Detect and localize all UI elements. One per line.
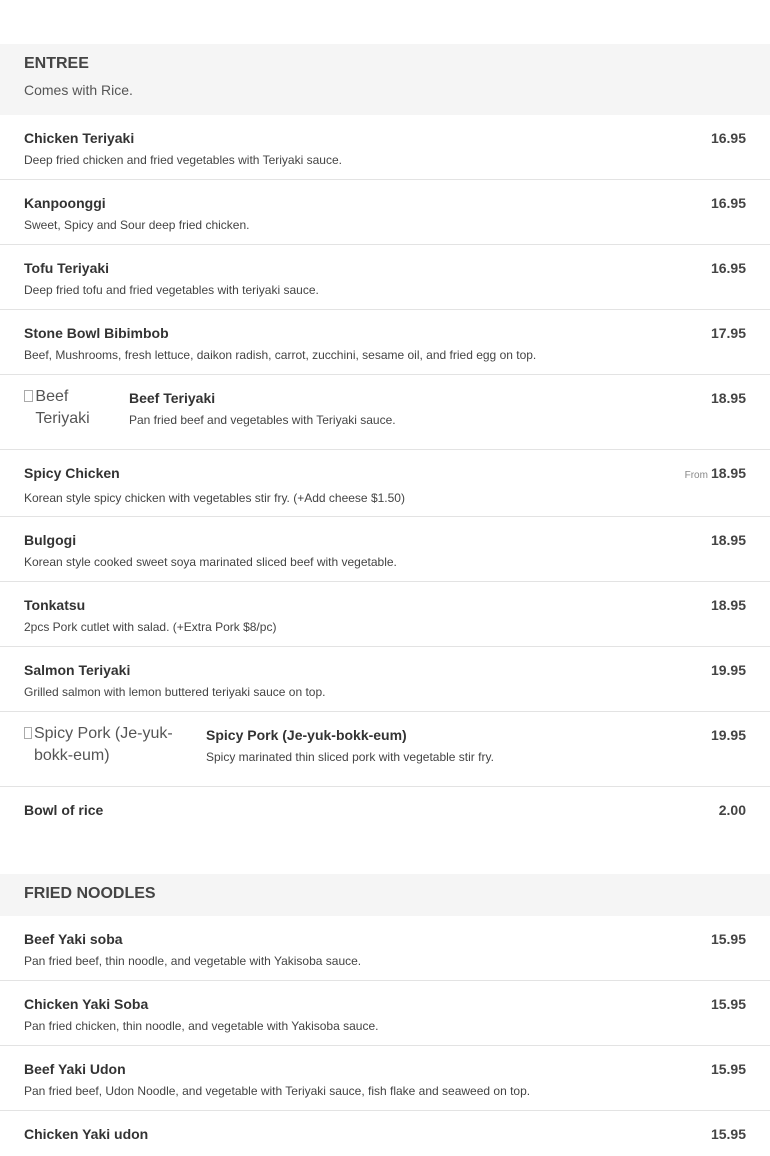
item-price: 15.95 <box>710 1126 746 1142</box>
item-price: 17.95 <box>710 325 746 341</box>
image-alt-text: Spicy Pork (Je-yuk-bokk-eum) <box>33 725 173 764</box>
top-spacer <box>0 0 770 44</box>
item-description: Pan fried beef, thin noodle, and vegetable with Yakisoba sauce. <box>24 954 362 968</box>
menu-item[interactable] <box>0 375 770 450</box>
menu-item[interactable] <box>0 981 770 1046</box>
section-title: FRIED NOODLES <box>24 885 156 902</box>
item-description: Korean style spicy chicken with vegetables stir fry. (+Add cheese $1.50) <box>24 491 405 505</box>
item-price: 19.95 <box>710 662 746 678</box>
section-title: ENTREE <box>24 55 89 72</box>
item-description: Deep fried tofu and fried vegetables with teriyaki sauce. <box>24 283 319 297</box>
item-name: Chicken Yaki Soba <box>24 996 149 1012</box>
item-name: Chicken Teriyaki <box>24 130 135 146</box>
menu-item[interactable] <box>0 310 770 375</box>
price-prefix: From <box>684 470 708 481</box>
menu-item[interactable] <box>0 115 770 180</box>
menu-item[interactable] <box>0 450 770 517</box>
item-description: Pan fried chicken, thin noodle, and vegetable with Yakisoba sauce. <box>24 1019 379 1033</box>
menu-item[interactable] <box>0 582 770 647</box>
item-description: Spicy marinated thin sliced pork with vegetable stir fry. <box>206 750 494 764</box>
item-description: Korean style cooked sweet soya marinated sliced beef with vegetable. <box>24 555 397 569</box>
menu-item[interactable] <box>0 712 770 787</box>
item-price: 16.95 <box>710 260 746 276</box>
item-price: 15.95 <box>710 1061 746 1077</box>
item-description: Pan fried beef, Udon Noodle, and vegetable with Teriyaki sauce, fish flake and seaweed on top. <box>24 1084 531 1098</box>
price-value: 18.95 <box>710 465 746 481</box>
item-name: Tofu Teriyaki <box>24 260 110 276</box>
item-image <box>24 723 194 767</box>
item-price: 18.95 <box>710 597 746 613</box>
section-header-entree <box>0 44 770 115</box>
item-price: 2.00 <box>718 802 746 818</box>
item-name: Bowl of rice <box>24 802 104 818</box>
menu-item[interactable] <box>0 180 770 245</box>
item-name: Beef Yaki Udon <box>24 1061 126 1077</box>
item-price <box>685 465 746 484</box>
menu-item[interactable] <box>0 1111 770 1156</box>
section-header-fried-noodles <box>0 874 770 916</box>
item-name: Stone Bowl Bibimbob <box>24 325 169 341</box>
item-name: Kanpoonggi <box>24 195 106 211</box>
broken-image-icon <box>24 727 32 739</box>
item-description: Grilled salmon with lemon buttered teriyaki sauce on top. <box>24 685 326 699</box>
item-name: Salmon Teriyaki <box>24 662 131 678</box>
item-price: 19.95 <box>710 727 746 743</box>
image-alt-text: Beef Teriyaki <box>35 388 90 427</box>
menu-item[interactable] <box>0 787 770 829</box>
item-price: 16.95 <box>710 130 746 146</box>
item-description: Sweet, Spicy and Sour deep fried chicken. <box>24 218 250 232</box>
item-price: 18.95 <box>710 532 746 548</box>
item-price: 18.95 <box>710 390 746 406</box>
menu-item[interactable] <box>0 1046 770 1111</box>
item-price: 16.95 <box>710 195 746 211</box>
item-name: Beef Yaki soba <box>24 931 123 947</box>
item-name: Spicy Pork (Je-yuk-bokk-eum) <box>206 727 407 743</box>
menu-item[interactable] <box>0 647 770 712</box>
item-name: Bulgogi <box>24 532 77 548</box>
item-name: Tonkatsu <box>24 597 86 613</box>
menu-item[interactable] <box>0 916 770 981</box>
section-subtitle: Comes with Rice. <box>24 82 133 98</box>
item-price: 15.95 <box>710 931 746 947</box>
menu-item[interactable] <box>0 517 770 582</box>
item-name: Chicken Yaki udon <box>24 1126 149 1142</box>
item-price: 15.95 <box>710 996 746 1012</box>
item-name: Beef Teriyaki <box>129 390 216 406</box>
item-description: Beef, Mushrooms, fresh lettuce, daikon radish, carrot, zucchini, sesame oil, and fried egg on top. <box>24 348 537 362</box>
item-description: Pan fried beef and vegetables with Teriyaki sauce. <box>129 413 396 427</box>
item-image <box>24 386 120 430</box>
item-description: 2pcs Pork cutlet with salad. (+Extra Pork $8/pc) <box>24 620 277 634</box>
item-description: Deep fried chicken and fried vegetables with Teriyaki sauce. <box>24 153 342 167</box>
menu-item[interactable] <box>0 245 770 310</box>
broken-image-icon <box>24 390 33 402</box>
item-name: Spicy Chicken <box>24 465 120 481</box>
